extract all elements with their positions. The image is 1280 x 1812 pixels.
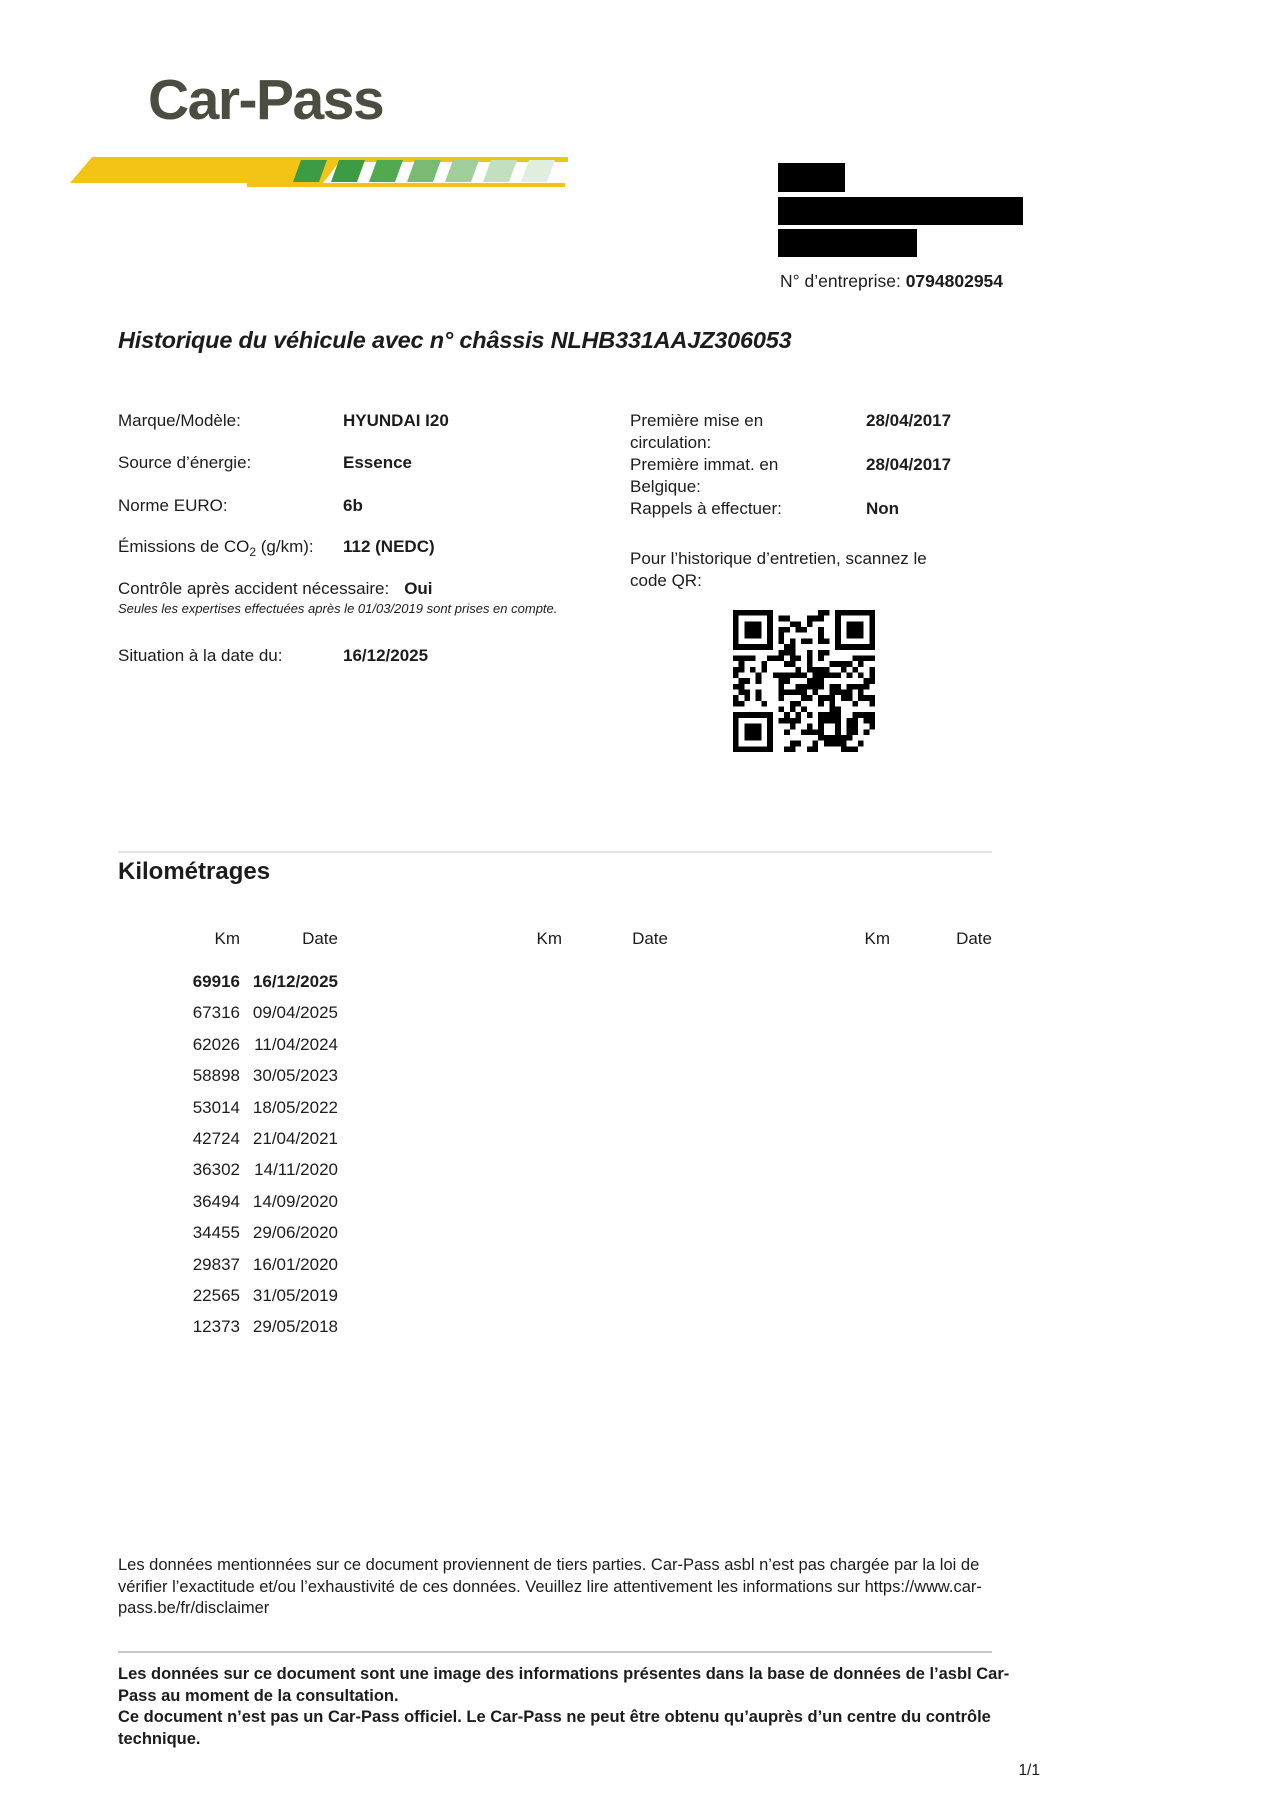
- date-column-header: Date: [302, 929, 338, 948]
- km-column-header: Km: [536, 929, 562, 948]
- date-value: 18/05/2022: [252, 1097, 338, 1117]
- controle-accident-label: Contrôle après accident nécessaire:: [118, 579, 390, 598]
- legal-notice: [118, 1664, 1023, 1750]
- km-value: 22565: [192, 1285, 240, 1305]
- km-value: 42724: [192, 1128, 240, 1148]
- km-value: 53014: [192, 1097, 240, 1117]
- kilometrages-heading: Kilométrages: [118, 858, 271, 885]
- premiere-immat-label: Première immat. en Belgique:: [630, 455, 779, 496]
- situation-date-value: 16/12/2025: [343, 646, 429, 665]
- km-row: [0, 1094, 1040, 1125]
- legal-notice-line1: Les données sur ce document sont une image des informations présentes dans la base de données de l’asbl Car-Pass au moment de la consultation.: [118, 1665, 1010, 1705]
- km-value: 29837: [192, 1254, 240, 1274]
- km-row: [0, 1125, 1040, 1156]
- redacted-bar: [778, 229, 917, 257]
- rappels-label: Rappels à effectuer:: [630, 499, 782, 518]
- km-value: 36302: [192, 1160, 240, 1180]
- premiere-circulation-label: Première mise en circulation:: [630, 411, 764, 452]
- date-value: 11/04/2024: [254, 1034, 338, 1054]
- premiere-immat-value: 28/04/2017: [866, 455, 952, 474]
- km-value: 36494: [192, 1191, 240, 1211]
- rappels-value: Non: [866, 499, 900, 518]
- date-column-header: Date: [956, 929, 992, 948]
- km-column-header: Km: [864, 929, 890, 948]
- date-value: 31/05/2019: [252, 1285, 338, 1305]
- controle-accident-value: Oui: [404, 579, 433, 598]
- km-row: [0, 1313, 1040, 1344]
- date-value: 16/12/2025: [252, 972, 338, 991]
- km-row: [0, 1188, 1040, 1219]
- km-row: [0, 1031, 1040, 1062]
- km-row: [0, 968, 1040, 999]
- page-title: Historique du véhicule avec n° châssis NLHB331AAJZ306053: [118, 327, 792, 353]
- km-row: [0, 1219, 1040, 1250]
- qr-code: [733, 610, 875, 752]
- energie-label: Source d’énergie:: [118, 453, 252, 472]
- enterprise-number-label: N° d’entreprise:: [780, 271, 901, 291]
- enterprise-number-value: 0794802954: [905, 271, 1004, 291]
- km-column-header: Km: [214, 929, 240, 948]
- date-column-header: Date: [632, 929, 668, 948]
- date-value: 21/04/2021: [252, 1128, 338, 1148]
- km-value: 67316: [192, 1003, 240, 1023]
- co2-label: Émissions de $CO_2$ (g/km):: [118, 537, 314, 559]
- date-value: 14/09/2020: [252, 1191, 338, 1211]
- marque-label: Marque/Modèle:: [118, 411, 241, 430]
- redacted-bar: [778, 197, 1023, 225]
- km-value: 12373: [192, 1317, 240, 1337]
- km-row: [0, 1062, 1040, 1093]
- car-pass-logo-swoosh: [60, 150, 580, 192]
- km-value: 62026: [192, 1034, 240, 1054]
- situation-date-label: Situation à la date du:: [118, 646, 283, 665]
- footer-divider: [118, 1651, 992, 1653]
- disclaimer-url[interactable]: https://www.car-pass.be/fr/disclaimer: [118, 1577, 982, 1617]
- norme-euro-label: Norme EURO:: [118, 496, 228, 515]
- co2-value: 112 (NEDC): [343, 537, 435, 556]
- enterprise-number-line: [780, 271, 1003, 292]
- controle-accident-note: Seules les expertises effectuées après le 01/03/2019 sont prises en compte.: [118, 601, 558, 616]
- car-pass-logo-text: Car-Pass: [148, 68, 384, 132]
- date-value: 16/01/2020: [252, 1254, 338, 1274]
- km-row: [0, 1251, 1040, 1282]
- date-value: 14/11/2020: [254, 1160, 338, 1180]
- premiere-circulation-value: 28/04/2017: [866, 411, 952, 430]
- date-value: 29/05/2018: [252, 1317, 338, 1337]
- norme-euro-value: 6b: [343, 496, 363, 515]
- disclaimer-paragraph: [118, 1555, 1023, 1620]
- km-value: 34455: [192, 1223, 240, 1243]
- qr-caption: Pour l’historique d’entretien, scannez le code QR:: [630, 549, 927, 590]
- km-row: [0, 999, 1040, 1030]
- controle-accident-line: [118, 578, 433, 599]
- date-value: 30/05/2023: [252, 1066, 338, 1086]
- date-value: 29/06/2020: [252, 1223, 338, 1243]
- date-value: 09/04/2025: [252, 1003, 338, 1023]
- km-row: [0, 1156, 1040, 1187]
- marque-value: HYUNDAI I20: [343, 411, 449, 430]
- km-value: 69916: [192, 972, 240, 991]
- disclaimer-text: Les données mentionnées sur ce document proviennent de tiers parties. Car-Pass asbl n’est pas chargée par la loi de vérifier l’exactitude et/ou l’exhaustivité de ces données. Veuillez lire attentivement les informations sur: [118, 1556, 980, 1596]
- km-value: 58898: [192, 1066, 240, 1086]
- km-row: [0, 1282, 1040, 1313]
- section-divider: [118, 851, 992, 853]
- page-number: 1/1: [1018, 1762, 1040, 1779]
- km-table-rows: [0, 968, 1040, 1345]
- legal-notice-line2: Ce document n’est pas un Car-Pass officiel. Le Car-Pass ne peut être obtenu qu’auprès d’un centre du contrôle technique.: [118, 1708, 991, 1748]
- redacted-bar: [778, 163, 845, 192]
- energie-value: Essence: [343, 453, 412, 472]
